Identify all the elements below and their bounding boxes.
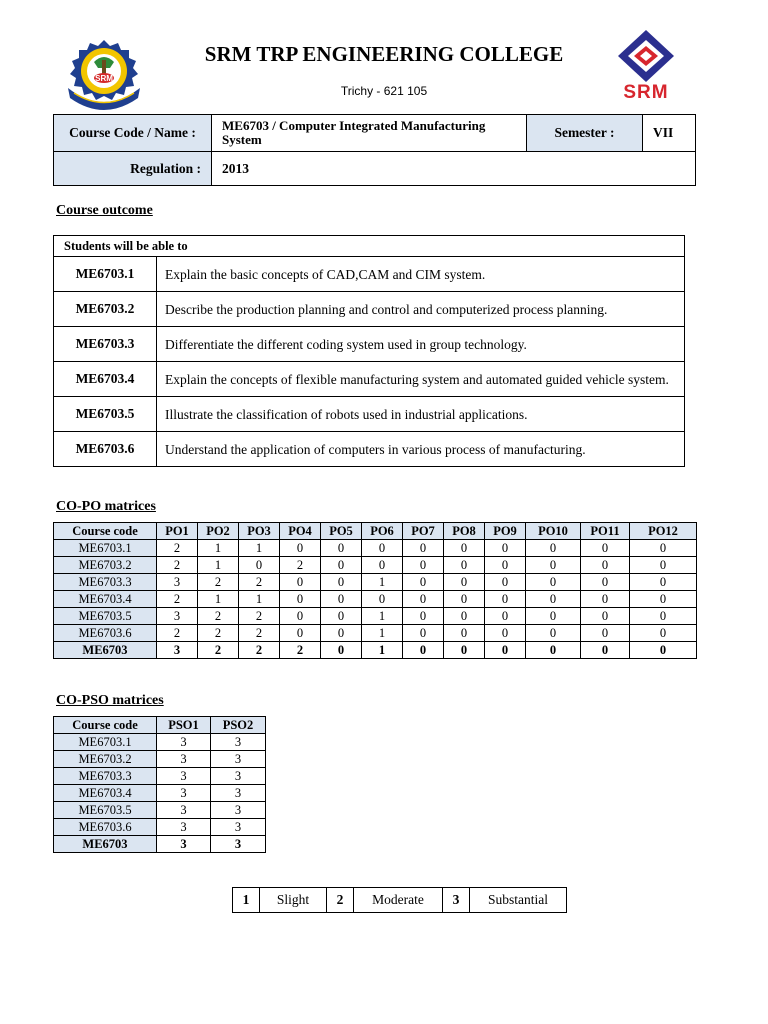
matrix-cell: 3: [157, 768, 211, 785]
matrix-cell: 2: [198, 574, 239, 591]
matrix-cell: 0: [403, 574, 444, 591]
matrix-cell: 0: [321, 557, 362, 574]
semester-label: Semester :: [527, 115, 643, 152]
course-outcome-description: Explain the basic concepts of CAD,CAM and CIM system.: [157, 257, 685, 292]
matrix-cell: 0: [362, 591, 403, 608]
matrix-cell: 0: [280, 625, 321, 642]
matrix-cell: 0: [485, 574, 526, 591]
matrix-column-header: PO5: [321, 523, 362, 540]
course-outcome-code: ME6703.5: [54, 397, 157, 432]
matrix-cell: 1: [362, 625, 403, 642]
matrix-cell: 2: [157, 540, 198, 557]
matrix-cell: 0: [403, 540, 444, 557]
matrix-cell: 0: [321, 540, 362, 557]
matrix-cell: 0: [280, 591, 321, 608]
matrix-row-code: ME6703.2: [54, 557, 157, 574]
matrix-cell: 1: [362, 608, 403, 625]
matrix-total-cell: 3: [211, 836, 266, 853]
matrix-total-code: ME6703: [54, 642, 157, 659]
matrix-header-row: [54, 523, 697, 540]
matrix-cell: 0: [526, 591, 581, 608]
course-outcome-code: ME6703.4: [54, 362, 157, 397]
course-outcome-description: Understand the application of computers in various process of manufacturing.: [157, 432, 685, 467]
matrix-cell: 0: [485, 591, 526, 608]
matrix-cell: 1: [198, 557, 239, 574]
legend-label: Moderate: [354, 888, 443, 913]
matrix-cell: 3: [211, 734, 266, 751]
matrix-cell: 2: [239, 608, 280, 625]
matrix-row: [54, 819, 266, 836]
matrix-column-header: PO8: [444, 523, 485, 540]
matrix-cell: 0: [321, 608, 362, 625]
matrix-cell: 3: [157, 574, 198, 591]
course-outcome-row: [54, 257, 685, 292]
matrix-row-code: ME6703.6: [54, 625, 157, 642]
matrix-column-header: PSO1: [157, 717, 211, 734]
matrix-cell: 2: [198, 608, 239, 625]
co-pso-heading: CO-PSO matrices: [56, 693, 164, 708]
matrix-cell: 3: [157, 819, 211, 836]
matrix-row-code: ME6703.3: [54, 574, 157, 591]
course-outcome-row: [54, 292, 685, 327]
matrix-total-cell: 0: [403, 642, 444, 659]
matrix-cell: 0: [321, 625, 362, 642]
co-po-table: [53, 522, 697, 659]
matrix-cell: 0: [444, 574, 485, 591]
matrix-cell: 0: [526, 557, 581, 574]
matrix-total-cell: 0: [444, 642, 485, 659]
matrix-cell: 0: [403, 591, 444, 608]
matrix-total-cell: 1: [362, 642, 403, 659]
matrix-cell: 3: [211, 819, 266, 836]
course-outcome-row: [54, 362, 685, 397]
matrix-total-cell: 3: [157, 642, 198, 659]
matrix-total-code: ME6703: [54, 836, 157, 853]
matrix-cell: 0: [630, 608, 697, 625]
matrix-cell: 2: [198, 625, 239, 642]
matrix-total-cell: 3: [157, 836, 211, 853]
matrix-cell: 0: [485, 625, 526, 642]
matrix-cell: 1: [362, 574, 403, 591]
matrix-total-cell: 0: [526, 642, 581, 659]
legend-label: Slight: [260, 888, 327, 913]
matrix-column-header: Course code: [54, 523, 157, 540]
matrix-cell: 1: [239, 540, 280, 557]
matrix-row: [54, 768, 266, 785]
course-outcome-table: [53, 235, 685, 467]
matrix-cell: 2: [157, 557, 198, 574]
matrix-column-header: PO1: [157, 523, 198, 540]
matrix-cell: 0: [444, 591, 485, 608]
srm-logo-text: SRM: [623, 82, 669, 103]
matrix-cell: 1: [198, 591, 239, 608]
matrix-cell: 0: [444, 557, 485, 574]
matrix-cell: 0: [321, 591, 362, 608]
matrix-column-header: PO6: [362, 523, 403, 540]
course-outcome-code: ME6703.6: [54, 432, 157, 467]
matrix-column-header: PSO2: [211, 717, 266, 734]
matrix-row-code: ME6703.4: [54, 591, 157, 608]
matrix-cell: 0: [362, 540, 403, 557]
matrix-cell: 0: [526, 608, 581, 625]
matrix-cell: 0: [526, 540, 581, 557]
matrix-cell: 3: [157, 785, 211, 802]
matrix-column-header: PO10: [526, 523, 581, 540]
course-outcome-row: [54, 432, 685, 467]
matrix-cell: 0: [581, 608, 630, 625]
legend-table: [232, 887, 567, 913]
matrix-total-row: [54, 642, 697, 659]
matrix-row-code: ME6703.3: [54, 768, 157, 785]
matrix-total-cell: 0: [630, 642, 697, 659]
regulation-label: Regulation :: [54, 152, 212, 186]
regulation-value: 2013: [212, 152, 696, 186]
matrix-cell: 3: [157, 802, 211, 819]
matrix-row: [54, 625, 697, 642]
matrix-total-cell: 0: [485, 642, 526, 659]
co-po-heading: CO-PO matrices: [56, 499, 156, 514]
matrix-column-header: PO3: [239, 523, 280, 540]
matrix-cell: 1: [239, 591, 280, 608]
matrix-total-cell: 2: [280, 642, 321, 659]
legend-label: Substantial: [470, 888, 567, 913]
matrix-row: [54, 540, 697, 557]
matrix-row: [54, 751, 266, 768]
course-outcome-code: ME6703.2: [54, 292, 157, 327]
matrix-row-code: ME6703.5: [54, 802, 157, 819]
matrix-column-header: PO11: [581, 523, 630, 540]
matrix-cell: 0: [403, 608, 444, 625]
matrix-header-row: [54, 717, 266, 734]
course-outcome-row: [54, 327, 685, 362]
matrix-row-code: ME6703.4: [54, 785, 157, 802]
matrix-cell: 0: [581, 540, 630, 557]
matrix-column-header: Course code: [54, 717, 157, 734]
matrix-row-code: ME6703.1: [54, 734, 157, 751]
matrix-cell: 0: [526, 574, 581, 591]
matrix-cell: 0: [581, 625, 630, 642]
matrix-cell: 0: [403, 625, 444, 642]
matrix-cell: 0: [630, 557, 697, 574]
matrix-cell: 0: [630, 625, 697, 642]
matrix-cell: 3: [211, 785, 266, 802]
matrix-cell: 0: [403, 557, 444, 574]
matrix-row-code: ME6703.1: [54, 540, 157, 557]
matrix-total-cell: 2: [239, 642, 280, 659]
matrix-column-header: PO2: [198, 523, 239, 540]
matrix-column-header: PO12: [630, 523, 697, 540]
matrix-row-code: ME6703.6: [54, 819, 157, 836]
matrix-total-cell: 0: [581, 642, 630, 659]
matrix-cell: 3: [157, 751, 211, 768]
matrix-total-cell: 2: [198, 642, 239, 659]
course-outcome-heading: Course outcome: [56, 203, 153, 218]
co-pso-table: [53, 716, 266, 853]
matrix-cell: 0: [485, 557, 526, 574]
matrix-row: [54, 734, 266, 751]
matrix-column-header: PO4: [280, 523, 321, 540]
matrix-cell: 0: [581, 574, 630, 591]
course-code-value: ME6703 / Computer Integrated Manufacturing System: [212, 115, 527, 152]
matrix-row: [54, 591, 697, 608]
matrix-cell: 2: [157, 625, 198, 642]
matrix-row: [54, 557, 697, 574]
semester-value: VII: [643, 115, 696, 152]
matrix-cell: 3: [157, 608, 198, 625]
matrix-cell: 3: [211, 768, 266, 785]
matrix-cell: 0: [444, 625, 485, 642]
legend-number: 3: [443, 888, 470, 913]
course-outcome-description: Differentiate the different coding system used in group technology.: [157, 327, 685, 362]
college-name: SRM TRP ENGINEERING COLLEGE: [204, 42, 564, 66]
matrix-cell: 0: [444, 540, 485, 557]
matrix-row: [54, 574, 697, 591]
college-location: Trichy - 621 105: [340, 84, 428, 98]
matrix-total-row: [54, 836, 266, 853]
matrix-cell: 0: [581, 557, 630, 574]
matrix-cell: 3: [157, 734, 211, 751]
course-outcome-code: ME6703.1: [54, 257, 157, 292]
matrix-cell: 3: [211, 751, 266, 768]
matrix-cell: 0: [280, 608, 321, 625]
matrix-row: [54, 802, 266, 819]
matrix-row: [54, 785, 266, 802]
matrix-cell: 0: [239, 557, 280, 574]
matrix-cell: 0: [485, 608, 526, 625]
matrix-cell: 0: [581, 591, 630, 608]
matrix-total-cell: 0: [321, 642, 362, 659]
course-outcome-row: [54, 397, 685, 432]
course-outcome-code: ME6703.3: [54, 327, 157, 362]
matrix-cell: 0: [630, 574, 697, 591]
matrix-row: [54, 608, 697, 625]
course-outcome-intro: Students will be able to: [54, 236, 685, 257]
legend-number: 2: [327, 888, 354, 913]
matrix-cell: 0: [362, 557, 403, 574]
matrix-cell: 0: [485, 540, 526, 557]
course-outcome-description: Explain the concepts of flexible manufacturing system and automated guided vehicle system.: [157, 362, 685, 397]
course-outcome-description: Describe the production planning and control and computerized process planning.: [157, 292, 685, 327]
matrix-cell: 0: [321, 574, 362, 591]
matrix-row-code: ME6703.2: [54, 751, 157, 768]
matrix-cell: 3: [211, 802, 266, 819]
matrix-cell: 0: [280, 540, 321, 557]
course-info-table: [53, 114, 696, 186]
matrix-row-code: ME6703.5: [54, 608, 157, 625]
course-outcome-description: Illustrate the classification of robots used in industrial applications.: [157, 397, 685, 432]
matrix-cell: 0: [444, 608, 485, 625]
matrix-cell: 0: [630, 591, 697, 608]
legend-number: 1: [233, 888, 260, 913]
matrix-cell: 2: [239, 625, 280, 642]
matrix-cell: 2: [157, 591, 198, 608]
srm-logo-icon: [612, 28, 680, 102]
course-code-label: Course Code / Name :: [54, 115, 212, 152]
matrix-column-header: PO9: [485, 523, 526, 540]
matrix-cell: 0: [630, 540, 697, 557]
matrix-cell: 0: [526, 625, 581, 642]
matrix-cell: 2: [239, 574, 280, 591]
college-emblem-text: SRM: [95, 74, 113, 83]
matrix-column-header: PO7: [403, 523, 444, 540]
matrix-cell: 0: [280, 574, 321, 591]
matrix-cell: 2: [280, 557, 321, 574]
matrix-cell: 1: [198, 540, 239, 557]
